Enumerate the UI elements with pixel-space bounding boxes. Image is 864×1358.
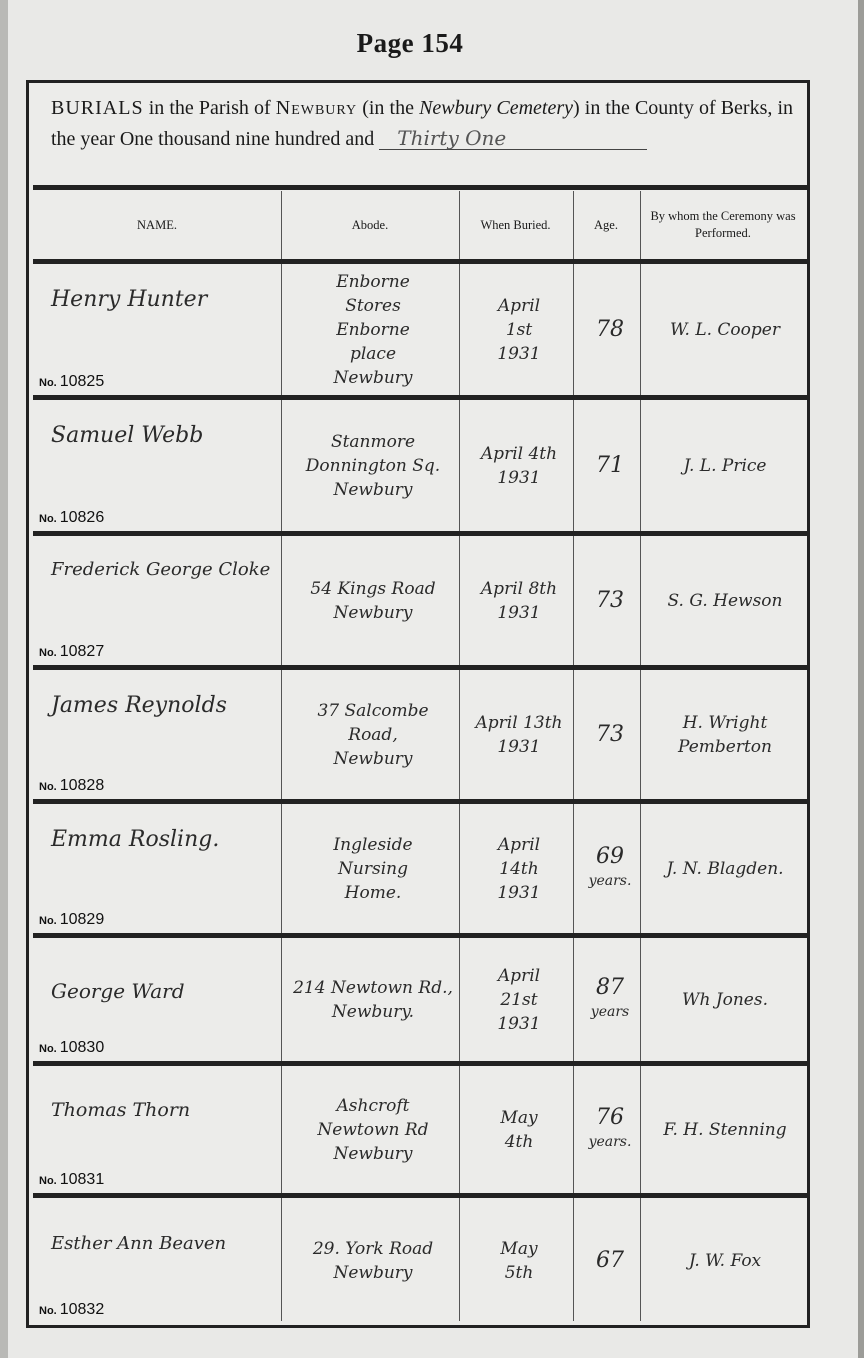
entry-when-buried: May 4th — [500, 1108, 538, 1152]
register-entry — [33, 1199, 807, 1323]
entry-abode: Ashcroft Newtown Rd Newbury — [317, 1096, 429, 1164]
row-rule — [33, 395, 807, 400]
entry-age: 78 — [596, 317, 624, 342]
heading-year-handwritten: Thirty One — [379, 127, 647, 150]
entry-name: Emma Rosling. — [51, 827, 220, 852]
entry-name: George Ward — [51, 979, 185, 1003]
entry-age: 67 — [596, 1248, 624, 1273]
entry-ceremony: J. W. Fox — [688, 1251, 762, 1271]
entry-when-buried: April 4th 1931 — [480, 444, 558, 488]
entry-abode: 37 Salcombe Road, Newbury — [317, 701, 429, 769]
register-entry — [33, 939, 807, 1061]
register-entry — [33, 265, 807, 395]
register-entry — [33, 671, 807, 799]
heading-parish-name: Newbury — [275, 97, 358, 119]
entry-abode: 54 Kings Road Newbury — [310, 579, 436, 623]
entry-age: 69 years. — [588, 844, 632, 889]
entry-number: No. 10827 — [39, 643, 105, 660]
entry-when-buried: April 8th 1931 — [480, 579, 558, 623]
register-entry — [33, 537, 807, 665]
column-header-when-buried: When Buried. — [480, 217, 551, 232]
row-rule — [33, 1061, 807, 1066]
entry-name: Samuel Webb — [51, 423, 204, 448]
entry-number: No. 10830 — [39, 1039, 105, 1056]
heading-burials: BURIALS — [51, 97, 144, 119]
register-entry — [33, 805, 807, 933]
entry-when-buried: April 1st 1931 — [497, 296, 541, 364]
entry-name: Frederick George Cloke — [51, 559, 271, 580]
entry-abode: 29. York Road Newbury — [312, 1239, 434, 1283]
entry-age: 73 — [596, 722, 624, 747]
page-edge-left — [0, 0, 8, 1358]
heading-cemetery: Newbury Cemetery — [419, 97, 574, 119]
entry-abode: Ingleside Nursing Home. — [333, 835, 413, 903]
page-edge-right — [858, 0, 864, 1358]
entry-ceremony: W. L. Cooper — [670, 320, 780, 340]
entry-number: No. 10829 — [39, 911, 105, 928]
row-rule — [33, 665, 807, 670]
entry-ceremony: S. G. Hewson — [667, 591, 783, 611]
entry-name: James Reynolds — [51, 693, 227, 718]
entry-abode: Stanmore Donnington Sq. Newbury — [305, 432, 441, 500]
register-entry — [33, 1067, 807, 1193]
row-rule — [33, 933, 807, 938]
column-header-name: NAME. — [137, 217, 177, 232]
entry-when-buried: May 5th — [500, 1239, 538, 1283]
heading-county-year: ) in the County of Berks, in the year One thousand nine hundred and — [51, 97, 794, 150]
register-entry — [33, 401, 807, 531]
row-rule — [33, 1193, 807, 1198]
heading-parish-label: in the Parish of — [148, 97, 271, 119]
entry-number: No. 10826 — [39, 509, 105, 526]
entry-ceremony: F. H. Stenning — [663, 1120, 787, 1140]
heading-open: (in the — [362, 97, 414, 119]
entry-abode: 214 Newtown Rd., Newbury. — [293, 978, 453, 1022]
entry-age: 76 years. — [588, 1105, 632, 1150]
register-heading — [51, 93, 793, 155]
row-rule — [33, 799, 807, 804]
entry-number: No. 10832 — [39, 1301, 105, 1318]
entry-number: No. 10828 — [39, 777, 105, 794]
entry-when-buried: April 14th 1931 — [497, 835, 541, 903]
entry-age: 73 — [596, 588, 624, 613]
column-header-abode: Abode. — [351, 217, 389, 232]
entry-when-buried: April 21st 1931 — [497, 966, 541, 1034]
entry-ceremony: J. L. Price — [683, 456, 767, 476]
entry-name: Thomas Thorn — [51, 1099, 191, 1121]
entry-abode: Enborne Stores Enborne place Newbury — [333, 272, 413, 388]
entry-ceremony: J. N. Blagden. — [666, 859, 784, 879]
entry-number: No. 10831 — [39, 1171, 105, 1188]
column-header-ceremony: By whom the Ceremony was Performed. — [650, 209, 796, 240]
burial-register — [26, 80, 810, 1328]
entry-number: No. 10825 — [39, 373, 105, 390]
entry-name: Esther Ann Beaven — [51, 1233, 227, 1254]
header-rule-bottom — [33, 259, 807, 264]
row-rule — [33, 531, 807, 536]
column-header-age: Age. — [594, 217, 618, 232]
entry-name: Henry Hunter — [51, 287, 208, 312]
entry-ceremony: Wh Jones. — [681, 990, 768, 1010]
entry-when-buried: April 13th 1931 — [475, 713, 563, 757]
entry-age: 87 years — [590, 975, 630, 1020]
entry-ceremony: H. Wright Pemberton — [678, 713, 772, 757]
header-rule-top — [33, 185, 807, 190]
entry-age: 71 — [596, 453, 624, 478]
page-number: Page 154 — [356, 28, 464, 58]
